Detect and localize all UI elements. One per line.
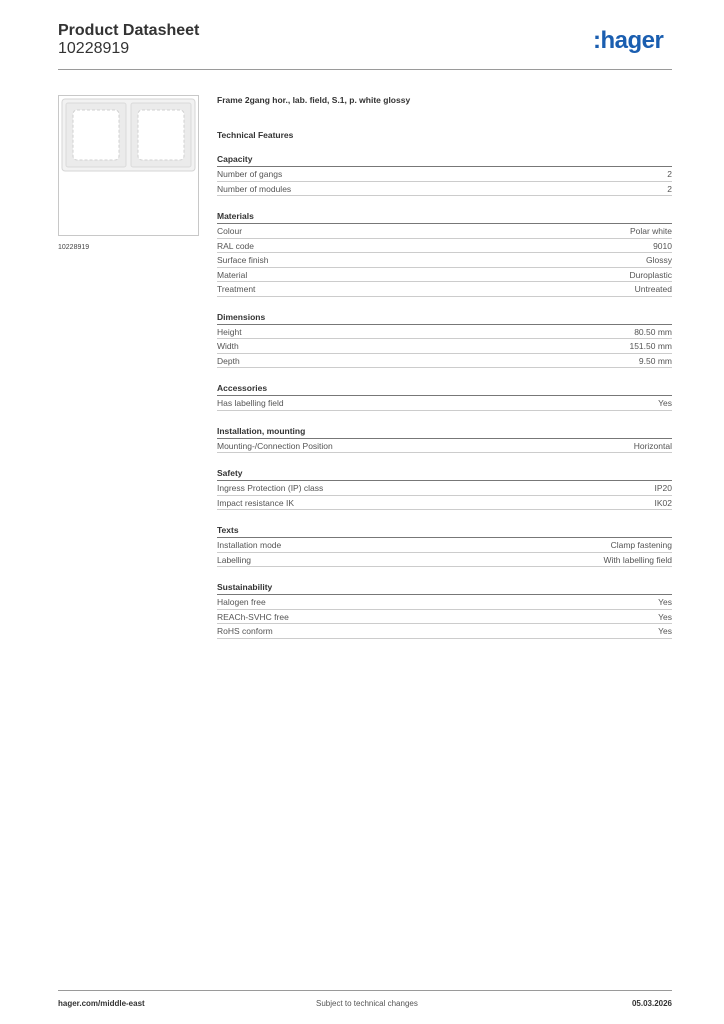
spec-label: Height [217,326,242,337]
footer-divider [58,990,672,991]
section-accessories [217,383,672,411]
section-title: Safety [217,468,672,481]
spec-label: Ingress Protection (IP) class [217,483,324,493]
spec-row [217,396,672,411]
section-title: Materials [217,211,672,224]
footer-notice: Subject to technical changes [316,999,418,1008]
article-number: 10228919 [58,40,130,57]
section-title: Accessories [217,383,672,396]
spec-row [217,282,672,297]
spec-row [217,610,672,625]
spec-value: 9.50 mm [638,355,672,366]
spec-row [217,553,672,568]
spec-label: Number of modules [217,183,292,194]
spec-value: 151.50 mm [629,341,672,351]
section-title: Sustainability [217,582,672,595]
section-dimensions [217,312,672,369]
spec-label: Installation mode [217,540,282,550]
header-divider [58,69,672,70]
spec-label: Number of gangs [217,169,283,179]
hager-logo: :hager [593,27,664,54]
spec-value: Untreated [634,284,672,294]
section-texts [217,525,672,567]
spec-value: IK02 [654,497,672,508]
spec-value: IP20 [654,483,672,493]
spec-label: Has labelling field [217,398,284,408]
spec-row [217,481,672,496]
spec-label: REACh-SVHC free [217,611,289,622]
section-title: Dimensions [217,312,672,325]
footer-date: 05.03.2026 [631,999,672,1008]
product-image [58,95,199,236]
spec-label: Halogen free [217,597,266,607]
spec-value: With labelling field [603,554,672,565]
spec-value: Yes [658,597,672,607]
spec-row [217,239,672,254]
feature-sections [217,154,672,639]
spec-label: Labelling [217,554,252,565]
page-title: Product Datasheet [58,22,200,39]
spec-row [217,595,672,610]
spec-row [217,268,672,283]
image-caption: 10228919 [58,244,90,251]
frame-illustration [59,96,198,235]
spec-value: Yes [658,626,672,636]
spec-row [217,253,672,268]
spec-value: Clamp fastening [610,540,672,550]
section-sustainability [217,582,672,639]
spec-row [217,496,672,511]
spec-label: Mounting-/Connection Position [217,440,333,451]
spec-label: Treatment [217,284,256,294]
spec-row [217,167,672,182]
spec-value: 80.50 mm [634,326,672,337]
spec-row [217,439,672,454]
spec-row [217,354,672,369]
spec-row [217,624,672,639]
technical-features-heading: Technical Features [217,130,294,140]
technical-content [217,95,672,639]
spec-value: Glossy [646,255,672,265]
section-installation-mounting [217,426,672,454]
spec-label: Material [217,269,248,280]
spec-value: Yes [658,611,672,622]
spec-row [217,224,672,239]
section-materials [217,211,672,297]
spec-value: Horizontal [633,440,672,451]
spec-row [217,325,672,340]
product-name: Frame 2gang hor., lab. field, S.1, p. white glossy [217,95,411,105]
spec-label: RoHS conform [217,626,273,636]
spec-row [217,182,672,197]
section-title: Capacity [217,154,672,167]
spec-row [217,339,672,354]
spec-value: Duroplastic [629,269,672,280]
section-safety [217,468,672,510]
spec-label: Width [217,341,239,351]
spec-value: Polar white [629,226,672,236]
section-capacity [217,154,672,196]
spec-value: 2 [667,169,672,179]
spec-value: 9010 [653,240,672,251]
spec-label: Surface finish [217,255,269,265]
spec-value: 2 [667,183,672,194]
spec-label: Impact resistance IK [217,497,295,508]
footer-website: hager.com/middle-east [58,999,145,1008]
section-title: Texts [217,525,672,538]
spec-label: Depth [217,355,240,366]
spec-label: Colour [217,226,243,236]
spec-row [217,538,672,553]
section-title: Installation, mounting [217,426,672,439]
spec-value: Yes [658,398,672,408]
spec-label: RAL code [217,240,255,251]
